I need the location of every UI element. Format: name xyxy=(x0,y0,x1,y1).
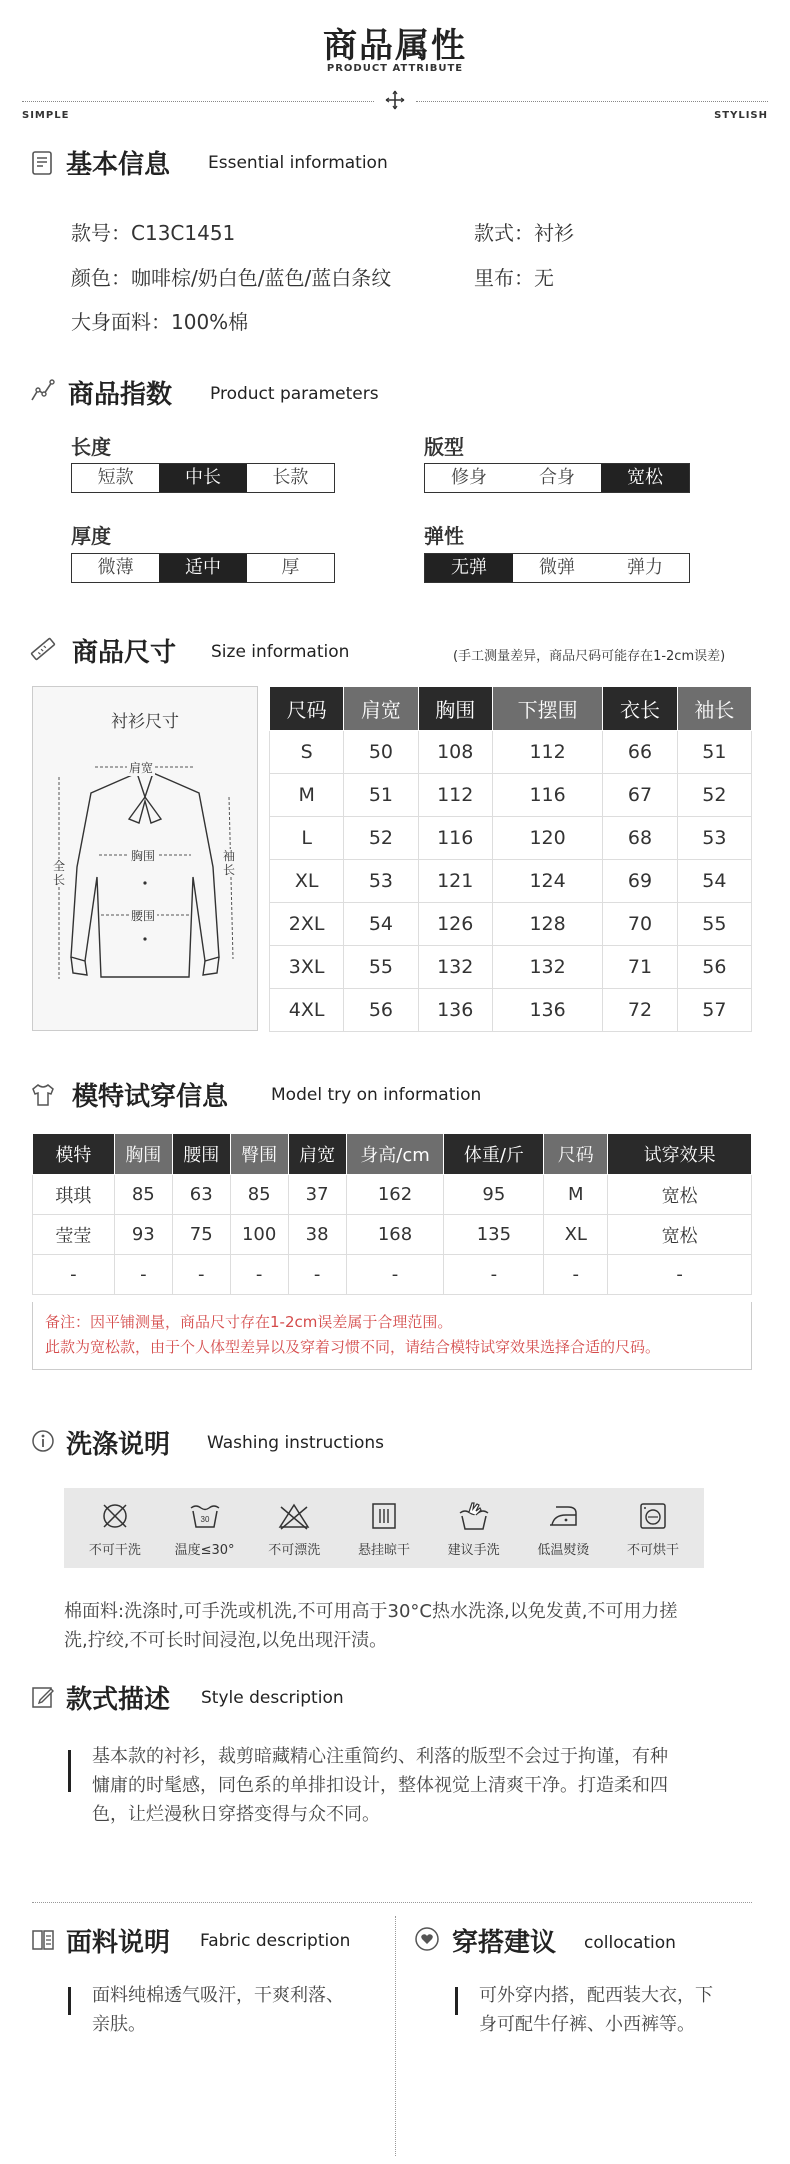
wash-label: 悬挂晾干 xyxy=(357,1542,410,1558)
washing-title: 洗涤说明 xyxy=(66,1430,171,1460)
elasticity-label: 弹性 xyxy=(424,524,464,548)
color-info: 颜色：咖啡棕/奶白色/蓝色/蓝白条纹 xyxy=(71,266,392,290)
table-cell: 93 xyxy=(114,1215,172,1255)
size-header-cell: 衣长 xyxy=(603,687,677,731)
table-cell: 162 xyxy=(346,1175,444,1215)
table-cell: - xyxy=(172,1255,230,1295)
basic-info-title: 基本信息 xyxy=(66,150,171,180)
fabric-text-line: 面料纯棉透气吸汗，干爽利落、 xyxy=(92,1985,344,2006)
wash-label: 不可干洗 xyxy=(88,1542,141,1558)
thickness-option: 微薄 xyxy=(72,554,159,582)
table-cell: 琪琪 xyxy=(33,1175,115,1215)
table-cell: 38 xyxy=(288,1215,346,1255)
style-type: 款式：衬衫 xyxy=(474,221,574,245)
fit-option: 合身 xyxy=(513,464,601,492)
length-option: 长款 xyxy=(247,464,334,492)
size-title-en: Size information xyxy=(211,642,350,662)
no-bleach-icon xyxy=(277,1499,311,1533)
table-cell: 63 xyxy=(172,1175,230,1215)
model-header-cell: 肩宽 xyxy=(288,1134,346,1175)
table-cell: M xyxy=(544,1175,608,1215)
thickness-label: 厚度 xyxy=(71,524,111,548)
table-row xyxy=(33,1255,752,1295)
model-header-cell: 模特 xyxy=(33,1134,115,1175)
table-cell: 69 xyxy=(603,860,677,903)
length-option: 短款 xyxy=(72,464,159,492)
style-number: 款号：C13C1451 xyxy=(71,221,236,245)
wash-item xyxy=(344,1499,424,1558)
table-row xyxy=(270,860,752,903)
table-cell: 53 xyxy=(344,860,418,903)
table-cell: 136 xyxy=(492,989,603,1032)
table-cell: S xyxy=(270,731,344,774)
header-divider-left xyxy=(22,101,374,102)
table-cell: 2XL xyxy=(270,903,344,946)
column-divider xyxy=(395,1916,396,2156)
fabric-quote-bar xyxy=(68,1987,71,2015)
page-title: 商品属性 xyxy=(323,26,467,66)
model-note-box xyxy=(32,1302,752,1370)
wash-30-icon xyxy=(188,1499,222,1533)
style-title-en: Style description xyxy=(201,1688,344,1708)
table-cell: - xyxy=(544,1255,608,1295)
size-header-cell: 尺码 xyxy=(270,687,344,731)
collocation-text-line: 可外穿内搭，配西装大衣，下 xyxy=(479,1985,713,2006)
table-cell: 54 xyxy=(344,903,418,946)
collocation-text xyxy=(479,1981,769,2039)
model-header-cell: 尺码 xyxy=(544,1134,608,1175)
low-iron-icon xyxy=(546,1499,580,1533)
table-row xyxy=(33,1215,752,1255)
hand-wash-icon xyxy=(457,1499,491,1533)
table-cell: 3XL xyxy=(270,946,344,989)
diagram-chest-label: 胸围 xyxy=(131,849,156,863)
style-text xyxy=(92,1742,742,1829)
table-cell: 53 xyxy=(677,817,751,860)
table-cell: 51 xyxy=(677,731,751,774)
table-cell: 37 xyxy=(288,1175,346,1215)
model-header-cell: 身高/cm xyxy=(346,1134,444,1175)
table-cell: - xyxy=(288,1255,346,1295)
table-cell: XL xyxy=(544,1215,608,1255)
wash-item xyxy=(165,1499,245,1558)
header-tag-right: STYLISH xyxy=(714,110,768,121)
table-cell: 57 xyxy=(677,989,751,1032)
wash-label: 建议手洗 xyxy=(447,1542,500,1558)
washing-text-line: 棉面料:洗涤时,可手洗或机洗,不可用高于30°C热水洗涤,以免发黄,不可用力搓 xyxy=(64,1601,678,1622)
thickness-option-selected: 适中 xyxy=(159,554,246,582)
table-cell: 4XL xyxy=(270,989,344,1032)
table-cell: 126 xyxy=(418,903,492,946)
table-cell: 132 xyxy=(418,946,492,989)
table-cell: 168 xyxy=(346,1215,444,1255)
table-cell: 120 xyxy=(492,817,603,860)
collocation-title-en: collocation xyxy=(584,1933,676,1953)
style-quote-bar xyxy=(68,1750,71,1792)
wash-temp-mark: 30 xyxy=(200,1514,209,1524)
model-header-cell: 体重/斤 xyxy=(444,1134,544,1175)
style-title: 款式描述 xyxy=(66,1685,171,1715)
table-cell: L xyxy=(270,817,344,860)
table-cell: 莹莹 xyxy=(33,1215,115,1255)
diagram-sleeve-label: 袖长 xyxy=(223,849,236,877)
washing-title-en: Washing instructions xyxy=(207,1433,385,1453)
table-cell: 116 xyxy=(492,774,603,817)
fabric-info: 大身面料：100%棉 xyxy=(71,310,249,334)
table-cell: 112 xyxy=(418,774,492,817)
table-cell: 135 xyxy=(444,1215,544,1255)
model-header-cell: 臀围 xyxy=(230,1134,288,1175)
washing-text-line: 洗,拧绞,不可长时间浸泡,以免出现汗渍。 xyxy=(64,1630,388,1651)
table-cell: 121 xyxy=(418,860,492,903)
ruler-icon xyxy=(30,636,56,662)
table-cell: 132 xyxy=(492,946,603,989)
model-title: 模特试穿信息 xyxy=(72,1082,229,1112)
trend-chart-icon xyxy=(30,378,56,404)
fabric-title: 面料说明 xyxy=(66,1928,171,1958)
length-label: 长度 xyxy=(71,435,111,459)
diagram-title: 衬衫尺寸 xyxy=(111,712,179,732)
table-cell: - xyxy=(33,1255,115,1295)
model-header-cell: 试穿效果 xyxy=(608,1134,752,1175)
table-cell: 51 xyxy=(344,774,418,817)
collocation-quote-bar xyxy=(455,1987,458,2015)
page-subtitle: PRODUCT ATTRIBUTE xyxy=(326,63,464,74)
wash-label: 不可漂洗 xyxy=(268,1542,321,1558)
table-row xyxy=(270,903,752,946)
table-cell: M xyxy=(270,774,344,817)
no-tumble-dry-icon xyxy=(636,1499,670,1533)
model-header-cell: 胸围 xyxy=(114,1134,172,1175)
table-cell: 72 xyxy=(603,989,677,1032)
diagram-length-label: 全长 xyxy=(53,859,66,887)
header-divider-right xyxy=(416,101,768,102)
document-icon xyxy=(30,150,56,176)
table-row xyxy=(270,989,752,1032)
tshirt-icon xyxy=(30,1082,56,1108)
heart-circle-icon xyxy=(414,1926,440,1952)
size-measure-note: (手工测量差异，商品尺码可能存在1-2cm误差) xyxy=(453,649,726,664)
size-header-cell: 下摆围 xyxy=(492,687,603,731)
table-cell: 55 xyxy=(677,903,751,946)
table-cell: - xyxy=(114,1255,172,1295)
length-scale xyxy=(71,463,335,493)
table-cell: 55 xyxy=(344,946,418,989)
table-cell: 66 xyxy=(603,731,677,774)
table-cell: - xyxy=(608,1255,752,1295)
edit-icon xyxy=(30,1684,56,1710)
table-cell: 70 xyxy=(603,903,677,946)
elasticity-option: 微弹 xyxy=(513,554,601,582)
table-cell: 85 xyxy=(114,1175,172,1215)
header-tag-left: SIMPLE xyxy=(22,110,70,121)
table-row xyxy=(33,1175,752,1215)
table-row xyxy=(270,946,752,989)
table-cell: 124 xyxy=(492,860,603,903)
fit-option: 修身 xyxy=(425,464,513,492)
collocation-title: 穿搭建议 xyxy=(452,1928,557,1958)
style-text-line: 基本款的衬衫，裁剪暗藏精心注重简约、利落的版型不会过于拘谨，有种 xyxy=(92,1746,668,1767)
size-header-cell: 袖长 xyxy=(677,687,751,731)
model-note-1: 备注：因平铺测量，商品尺寸存在1-2cm误差属于合理范围。 xyxy=(45,1313,453,1331)
washing-icon-bar xyxy=(64,1488,704,1568)
no-dry-clean-icon xyxy=(98,1499,132,1533)
params-title: 商品指数 xyxy=(68,380,173,410)
table-cell: 128 xyxy=(492,903,603,946)
model-header-cell: 腰围 xyxy=(172,1134,230,1175)
hang-dry-icon xyxy=(367,1499,401,1533)
fit-label: 版型 xyxy=(424,435,464,459)
length-option-selected: 中长 xyxy=(159,464,246,492)
table-cell: 71 xyxy=(603,946,677,989)
collocation-text-line: 身可配牛仔裤、小西裤等。 xyxy=(479,2014,695,2035)
wash-item xyxy=(613,1499,693,1558)
wash-label: 温度≤30° xyxy=(174,1542,235,1558)
table-cell: 116 xyxy=(418,817,492,860)
style-text-line: 慵庸的时髦感，同色系的单排扣设计，整体视觉上清爽干净。打造柔和四 xyxy=(92,1775,668,1796)
size-table xyxy=(269,686,752,1032)
wash-label: 低温熨烫 xyxy=(537,1542,590,1558)
table-row xyxy=(270,774,752,817)
table-cell: 67 xyxy=(603,774,677,817)
table-cell: 75 xyxy=(172,1215,230,1255)
wash-item xyxy=(254,1499,334,1558)
wash-item xyxy=(75,1499,155,1558)
book-icon xyxy=(30,1926,56,1952)
fit-option-selected: 宽松 xyxy=(601,464,689,492)
fabric-text xyxy=(92,1981,382,2039)
wash-label: 不可烘干 xyxy=(627,1542,680,1558)
thickness-option: 厚 xyxy=(247,554,334,582)
table-cell: 50 xyxy=(344,731,418,774)
table-cell: 56 xyxy=(677,946,751,989)
table-cell: - xyxy=(444,1255,544,1295)
table-cell: 宽松 xyxy=(608,1175,752,1215)
table-cell: - xyxy=(230,1255,288,1295)
shirt-size-diagram xyxy=(32,686,258,1031)
model-table xyxy=(32,1133,752,1295)
table-cell: 100 xyxy=(230,1215,288,1255)
table-cell: 宽松 xyxy=(608,1215,752,1255)
diagram-shoulder-label: 肩宽 xyxy=(129,761,154,775)
size-title: 商品尺寸 xyxy=(72,638,177,668)
elasticity-option-selected: 无弹 xyxy=(425,554,513,582)
diagram-waist-label: 腰围 xyxy=(131,909,156,923)
section-divider xyxy=(32,1902,752,1903)
model-title-en: Model try on information xyxy=(271,1085,482,1105)
table-cell: XL xyxy=(270,860,344,903)
elasticity-option: 弹力 xyxy=(601,554,689,582)
table-cell: 52 xyxy=(677,774,751,817)
elasticity-scale xyxy=(424,553,690,583)
fabric-text-line: 亲肤。 xyxy=(92,2014,146,2035)
table-cell: 56 xyxy=(344,989,418,1032)
table-cell: 85 xyxy=(230,1175,288,1215)
table-cell: 52 xyxy=(344,817,418,860)
washing-text xyxy=(64,1597,744,1655)
table-cell: 68 xyxy=(603,817,677,860)
table-row xyxy=(270,731,752,774)
table-cell: - xyxy=(346,1255,444,1295)
lining-info: 里布：无 xyxy=(474,266,554,290)
wash-item xyxy=(434,1499,514,1558)
size-header-cell: 胸围 xyxy=(418,687,492,731)
info-icon xyxy=(30,1428,56,1454)
table-row xyxy=(270,817,752,860)
table-cell: 136 xyxy=(418,989,492,1032)
table-cell: 95 xyxy=(444,1175,544,1215)
table-cell: 112 xyxy=(492,731,603,774)
table-cell: 54 xyxy=(677,860,751,903)
model-note-2: 此款为宽松款，由于个人体型差异以及穿着习惯不同，请结合模特试穿效果选择合适的尺码。 xyxy=(45,1338,661,1356)
fabric-title-en: Fabric description xyxy=(200,1931,351,1951)
cross-ornament-icon xyxy=(385,90,405,110)
params-title-en: Product parameters xyxy=(210,384,379,404)
thickness-scale xyxy=(71,553,335,583)
style-text-line: 色，让烂漫秋日穿搭变得与众不同。 xyxy=(92,1804,380,1825)
wash-item xyxy=(523,1499,603,1558)
size-header-cell: 肩宽 xyxy=(344,687,418,731)
table-cell: 108 xyxy=(418,731,492,774)
fit-scale xyxy=(424,463,690,493)
basic-info-title-en: Essential information xyxy=(208,153,388,173)
